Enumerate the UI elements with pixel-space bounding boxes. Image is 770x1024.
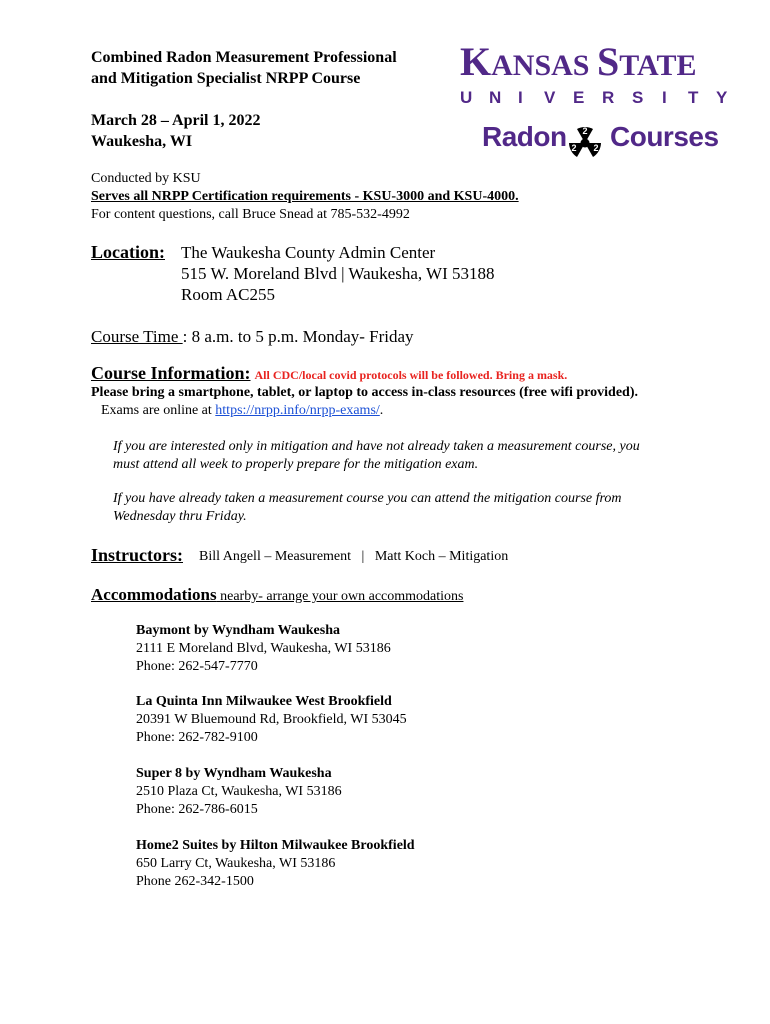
hotel-name: Baymont by Wyndham Waukesha: [136, 623, 340, 638]
hotel-name: La Quinta Inn Milwaukee West Brookfield: [136, 694, 392, 709]
hotel-phone: Phone: 262-547-7770: [136, 659, 258, 674]
mitigation-note-line1: If you are interested only in mitigation and have not already taken a measurement course, you: [113, 439, 640, 454]
hotel-entry: [136, 693, 407, 747]
kansas-state-wordmark: KANSAS STATE: [460, 39, 697, 84]
device-notice: Please bring a smartphone, tablet, or laptop to access in-class resources (free wifi provided).: [91, 385, 638, 400]
course-dates: March 28 – April 1, 2022: [91, 112, 261, 129]
hotel-entry: [136, 765, 342, 819]
course-time: [91, 326, 414, 347]
covid-notice: All CDC/local covid protocols will be followed. Bring a mask.: [254, 368, 568, 382]
hotel-address: 2510 Plaza Ct, Waukesha, WI 53186: [136, 784, 342, 799]
hotel-name: Home2 Suites by Hilton Milwaukee Brookfield: [136, 838, 415, 853]
course-information-heading: [91, 363, 567, 386]
measurement-note-line1: If you have already taken a measurement course you can attend the mitigation course from: [113, 491, 622, 506]
accommodations-heading: [91, 584, 463, 607]
hotel-phone: Phone 262-342-1500: [136, 874, 254, 889]
course-title-line2: and Mitigation Specialist NRPP Course: [91, 70, 361, 87]
hotel-phone: Phone: 262-782-9100: [136, 730, 258, 745]
certification-requirements: Serves all NRPP Certification requirements - KSU-3000 and KSU-4000.: [91, 189, 519, 204]
badge-right-label: 2: [593, 143, 599, 153]
hotel-entry: [136, 837, 415, 891]
nrpp-exams-link[interactable]: https://nrpp.info/nrpp-exams/: [215, 403, 380, 418]
hotel-name: Super 8 by Wyndham Waukesha: [136, 766, 332, 781]
hotel-address: 2111 E Moreland Blvd, Waukesha, WI 53186: [136, 641, 391, 656]
badge-left-label: 2: [571, 143, 577, 153]
hotel-address: 650 Larry Ct, Waukesha, WI 53186: [136, 856, 336, 871]
ksu-radon-logo: [460, 40, 732, 180]
measurement-note-line2: Wednesday thru Friday.: [113, 509, 247, 524]
courses-word: Courses: [610, 121, 719, 152]
accommodations-label: Accommodations: [91, 585, 217, 604]
course-time-value: : 8 a.m. to 5 p.m. Monday- Friday: [182, 327, 414, 346]
course-time-label: Course Time: [91, 327, 183, 346]
location-line3: Room AC255: [181, 285, 275, 304]
mitigation-note-line2: must attend all week to properly prepare for the mitigation exam.: [113, 457, 479, 472]
instructors-label: Instructors:: [91, 545, 183, 565]
radiation-trefoil-icon: [559, 116, 611, 168]
location-line2: 515 W. Moreland Blvd | Waukesha, WI 53188: [181, 264, 495, 283]
instructors-value: Bill Angell – Measurement | Matt Koch – Mitigation: [199, 549, 509, 564]
content-questions: For content questions, call Bruce Snead at 785-532-4992: [91, 207, 410, 222]
exams-line: Exams are online at https://nrpp.info/nrpp-exams/.: [101, 403, 384, 418]
hotel-entry: [136, 622, 391, 676]
location-label: Location:: [91, 242, 165, 262]
course-information-label: Course Information:: [91, 363, 251, 383]
course-city: Waukesha, WI: [91, 133, 193, 150]
university-wordmark: U N I V E R S I T Y: [460, 88, 728, 107]
radon-word: Radon: [482, 121, 567, 152]
hotel-phone: Phone: 262-786-6015: [136, 802, 258, 817]
accommodations-note: nearby- arrange your own accommodations: [216, 589, 464, 604]
badge-top-label: 2: [582, 126, 588, 136]
course-title-line1: Combined Radon Measurement Professional: [91, 49, 397, 66]
location-line1: The Waukesha County Admin Center: [181, 243, 436, 262]
hotel-address: 20391 W Bluemound Rd, Brookfield, WI 53045: [136, 712, 407, 727]
conducted-by: Conducted by KSU: [91, 171, 201, 186]
